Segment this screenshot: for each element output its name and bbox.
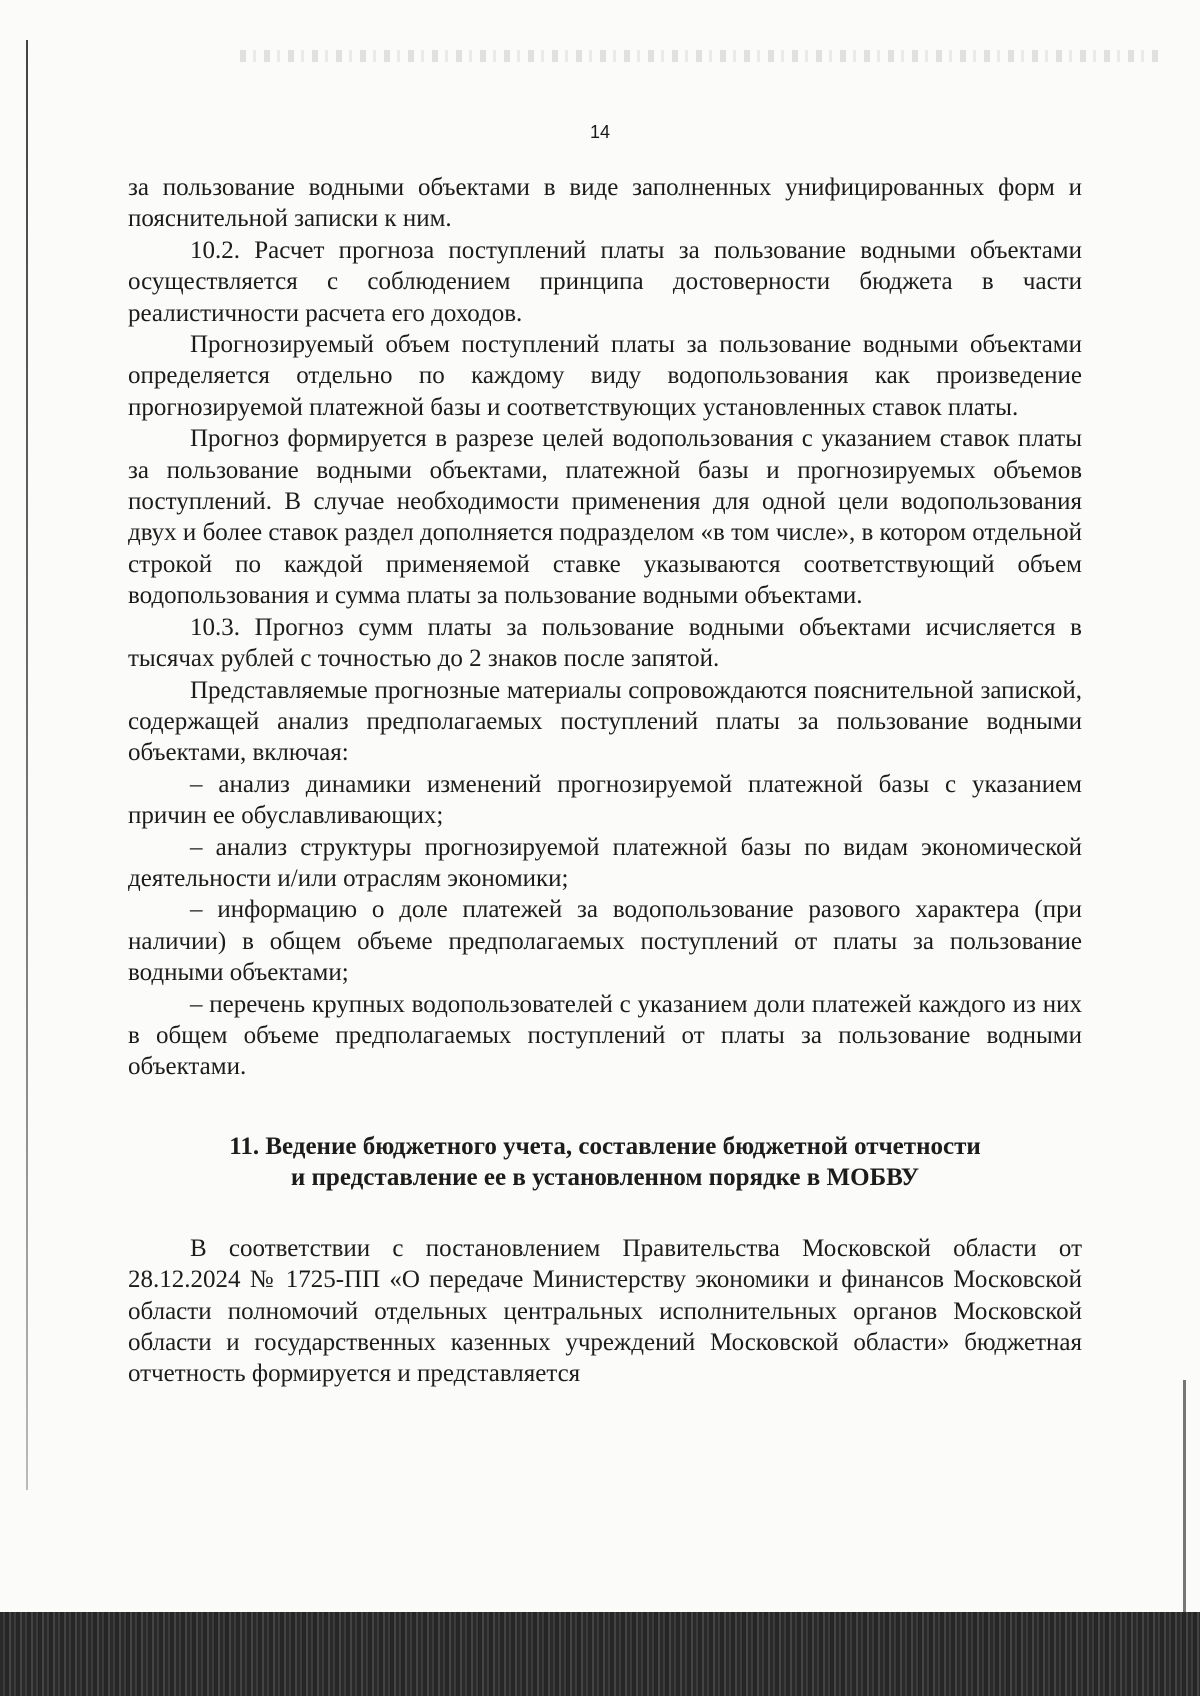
paragraph: 10.2. Расчет прогноза поступлений платы за пользование водными объектами осуществляется с соблюдением принципа достоверности бюджета в части реалистичности расчета его доходов.	[128, 236, 1082, 327]
paragraph: – анализ структуры прогнозируемой платежной базы по видам экономической деятельности и/или отраслям экономики;	[128, 833, 1082, 892]
paragraphs-bottom	[128, 1233, 1082, 1390]
paragraphs-top	[128, 172, 1082, 1083]
paragraph: Представляемые прогнозные материалы сопровождаются пояснительной запиской, содержащей анализ предполагаемых поступлений платы за пользование водными объектами, включая:	[128, 676, 1082, 767]
paragraph: Прогнозируемый объем поступлений платы за пользование водными объектами определяется отдельно по каждому виду водопользования как произведение прогнозируемой платежной базы и соответствующих установленных ставок платы.	[128, 331, 1082, 421]
section-heading	[128, 1131, 1082, 1193]
section-heading-line-1: 11. Ведение бюджетного учета, составление бюджетной отчетности	[229, 1132, 981, 1160]
scan-top-noise	[240, 50, 1160, 62]
paragraph: – информацию о доле платежей за водопользование разового характера (при наличии) в общем объеме предполагаемых поступлений от платы за пользование водными объектами;	[128, 896, 1082, 987]
paragraph: Прогноз формируется в разрезе целей водопользования с указанием ставок платы за пользование водными объектами, платежной базы и прогнозируемых объемов поступлений. В случае необходимости применения для одной цели водопользования двух и более ставок раздел дополняется подразделом «в том числе», в котором отдельной строкой по каждой применяемой ставке указываются соответствующий объем водопользования и сумма платы за пользование водными объектами.	[128, 425, 1082, 610]
scan-left-edge	[26, 40, 28, 1490]
paragraph: – анализ динамики изменений прогнозируемой платежной базы с указанием причин ее обуславливающих;	[128, 770, 1082, 830]
paragraph: – перечень крупных водопользователей с указанием доли платежей каждого из них в общем объеме предполагаемых поступлений от платы за пользование водными объектами.	[128, 990, 1082, 1081]
paragraph: 10.3. Прогноз сумм платы за пользование водными объектами исчисляется в тысячах рублей с точностью до 2 знаков после запятой.	[128, 613, 1082, 673]
paragraph: за пользование водными объектами в виде заполненных унифицированных форм и пояснительной записки к ним.	[128, 174, 1082, 233]
paragraph: В соответствии с постановлением Правительства Московской области от 28.12.2024 № 1725-ПП «О передаче Министерству экономики и финансов Московской области полномочий отдельных центральных исполнительных органов Московской области и государственных казенных учреждений Московской области» бюджетная отчетность формируется и представляется	[128, 1234, 1082, 1388]
scan-bottom-band	[0, 1612, 1200, 1696]
page-number: 14	[589, 122, 611, 142]
section-heading-line-2: и представление ее в установленном порядке в МОБВУ	[290, 1163, 920, 1191]
document-body	[128, 172, 1082, 1390]
